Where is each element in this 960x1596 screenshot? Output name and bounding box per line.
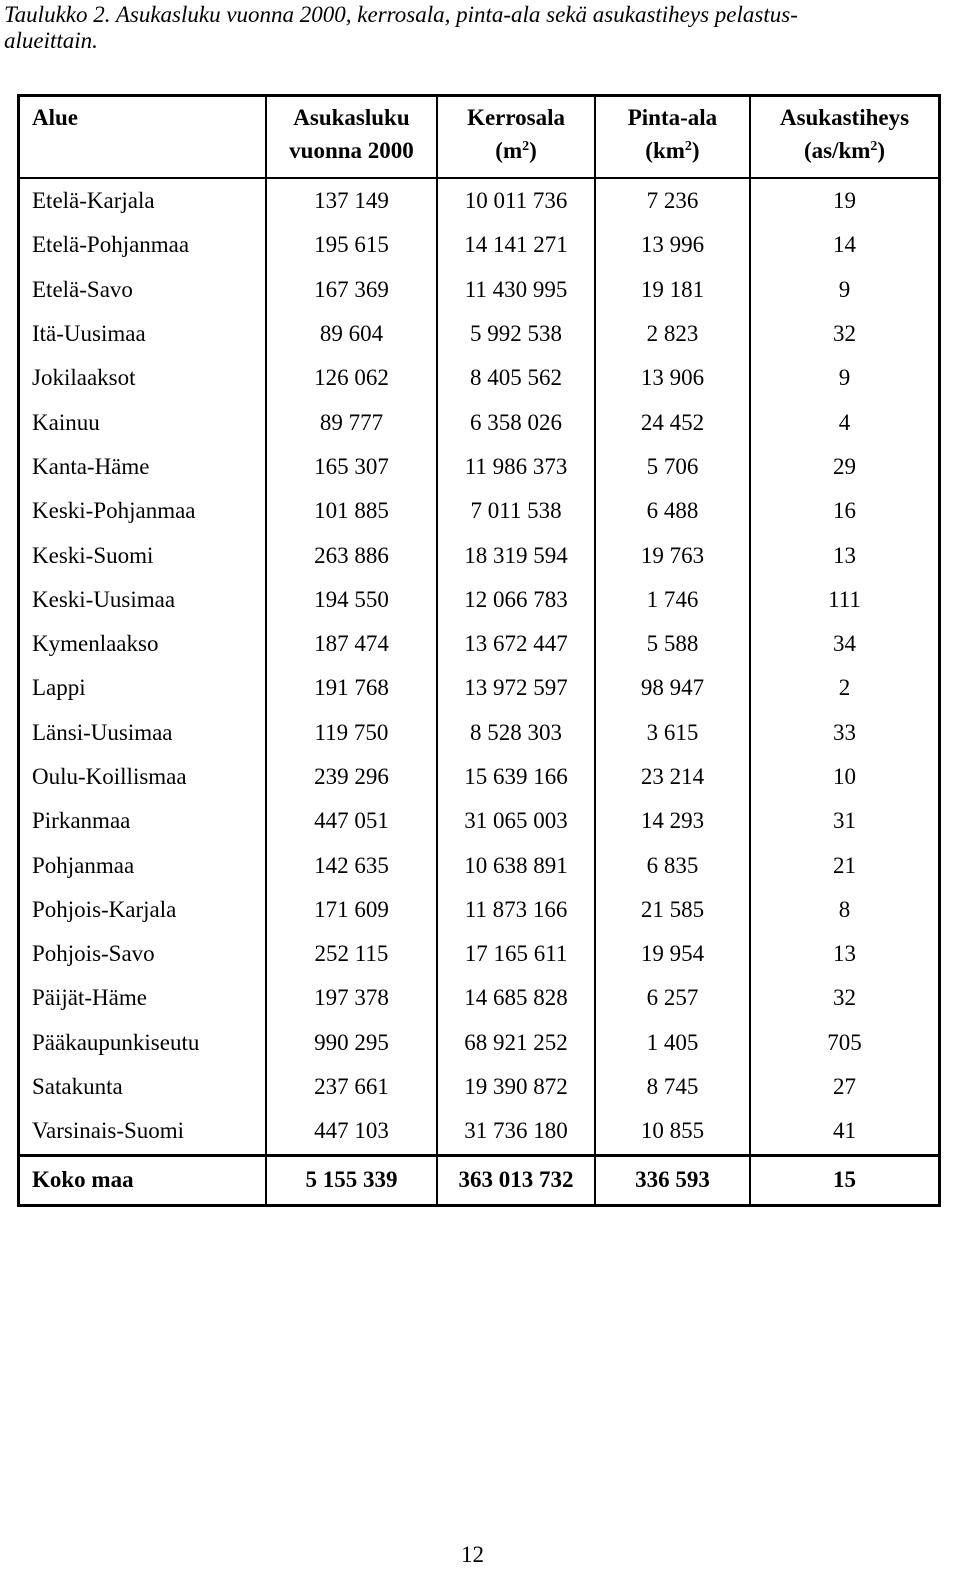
table-row [19,711,940,755]
cell-density: 13 [750,932,939,976]
cell-density: 19 [750,178,939,223]
cell-floor-area: 6 358 026 [437,400,595,444]
header-density [750,96,939,179]
cell-density: 705 [750,1021,939,1065]
header-population-line2: vuonna 2000 [289,138,414,163]
cell-density: 8 [750,888,939,932]
cell-floor-area: 8 528 303 [437,711,595,755]
cell-floor-area: 68 921 252 [437,1021,595,1065]
cell-density: 34 [750,622,939,666]
header-density-unit-pre: (as/km [803,138,871,163]
cell-population: 447 103 [266,1109,438,1155]
cell-floor-area: 5 992 538 [437,312,595,356]
cell-population: 194 550 [266,578,438,622]
header-density-unit-sup: 2 [870,139,878,154]
table-row [19,888,940,932]
cell-land-area: 19 181 [595,268,750,312]
total-population: 5 155 339 [266,1155,438,1205]
cell-land-area: 6 835 [595,843,750,887]
table-row [19,223,940,267]
cell-population: 263 886 [266,533,438,577]
header-floor-area-line1: Kerrosala [467,105,566,130]
header-density-line1: Asukastiheys [779,105,910,130]
table-row [19,1021,940,1065]
header-floor-unit-sup: 2 [522,139,530,154]
cell-density: 111 [750,578,939,622]
table-row [19,1109,940,1155]
cell-population: 990 295 [266,1021,438,1065]
cell-floor-area: 17 165 611 [437,932,595,976]
cell-floor-area: 10 011 736 [437,178,595,223]
cell-land-area: 7 236 [595,178,750,223]
header-land-unit-sup: 2 [684,139,692,154]
cell-density: 2 [750,666,939,710]
cell-density: 10 [750,755,939,799]
cell-population: 126 062 [266,356,438,400]
cell-floor-area: 18 319 594 [437,533,595,577]
table-body [19,178,940,1155]
cell-population: 171 609 [266,888,438,932]
cell-land-area: 8 745 [595,1065,750,1109]
cell-floor-area: 11 986 373 [437,445,595,489]
cell-floor-area: 13 672 447 [437,622,595,666]
table-row [19,799,940,843]
header-area [19,96,266,179]
cell-land-area: 1 405 [595,1021,750,1065]
cell-floor-area: 11 430 995 [437,268,595,312]
header-floor-unit-pre: (m [495,138,523,163]
cell-density: 16 [750,489,939,533]
cell-floor-area: 8 405 562 [437,356,595,400]
cell-floor-area: 10 638 891 [437,843,595,887]
table-row [19,533,940,577]
cell-floor-area: 14 141 271 [437,223,595,267]
total-floor-area: 363 013 732 [437,1155,595,1205]
cell-density: 32 [750,312,939,356]
header-population-line1: Asukasluku [293,105,410,130]
table-footer [19,1155,940,1205]
header-density-line2 [759,134,930,167]
cell-population: 197 378 [266,976,438,1020]
cell-density: 4 [750,400,939,444]
total-land-area: 336 593 [595,1155,750,1205]
cell-area: Oulu-Koillismaa [32,764,187,789]
cell-land-area: 13 906 [595,356,750,400]
total-density: 15 [750,1155,939,1205]
table-row [19,178,940,223]
cell-floor-area: 13 972 597 [437,666,595,710]
cell-floor-area: 31 736 180 [437,1109,595,1155]
cell-area: Itä-Uusimaa [32,321,146,347]
cell-land-area: 24 452 [595,400,750,444]
population-table [17,94,941,1207]
total-row [19,1155,940,1205]
header-floor-unit-post: ) [529,138,537,163]
cell-density: 27 [750,1065,939,1109]
table-row [19,445,940,489]
cell-area: Kymenlaakso [32,631,159,657]
cell-area: Pohjois-Karjala [32,896,177,922]
cell-area: Kanta-Häme [32,453,150,479]
cell-land-area: 5 588 [595,622,750,666]
cell-land-area: 98 947 [595,666,750,710]
table-caption [4,2,954,54]
cell-floor-area: 19 390 872 [437,1065,595,1109]
cell-population: 252 115 [266,932,438,976]
table-row [19,932,940,976]
cell-land-area: 5 706 [595,445,750,489]
cell-area: Keski-Suomi [32,542,154,568]
header-land-unit-pre: (km [645,138,685,163]
cell-area: Keski-Uusimaa [32,586,176,612]
cell-land-area: 19 763 [595,533,750,577]
cell-density: 41 [750,1109,939,1155]
table-row [19,578,940,622]
cell-density: 33 [750,711,939,755]
table-row [19,312,940,356]
table-header [19,96,940,179]
cell-area: Etelä-Karjala [32,188,155,214]
cell-population: 191 768 [266,666,438,710]
cell-floor-area: 7 011 538 [437,489,595,533]
cell-density: 29 [750,445,939,489]
total-area: Koko maa [19,1155,266,1205]
header-floor-area [437,96,595,179]
cell-land-area: 10 855 [595,1109,750,1155]
cell-population: 167 369 [266,268,438,312]
cell-area: Päijät-Häme [32,985,147,1011]
cell-area: Pirkanmaa [32,808,131,834]
cell-population: 101 885 [266,489,438,533]
cell-population: 187 474 [266,622,438,666]
header-area-label: Alue [32,105,78,130]
cell-area: Etelä-Savo [32,276,133,302]
page-number: 12 [461,1542,484,1567]
cell-area: Pohjois-Savo [32,941,155,967]
cell-floor-area: 14 685 828 [437,976,595,1020]
header-density-unit-post: ) [877,138,886,163]
table-row [19,268,940,312]
header-population [266,96,438,179]
table-row [19,843,940,887]
table-row [19,489,940,533]
cell-floor-area: 15 639 166 [437,755,595,799]
cell-area: Pääkaupunkiseutu [32,1029,200,1055]
cell-density: 13 [750,533,939,577]
cell-population: 195 615 [266,223,438,267]
caption-line-1: Taulukko 2. Asukasluku vuonna 2000, kerrosala, pinta-ala sekä asukastiheys pelastus- [4,2,798,27]
cell-density: 14 [750,223,939,267]
cell-density: 9 [750,356,939,400]
table-row [19,622,940,666]
header-row [19,96,940,179]
cell-population: 239 296 [266,755,438,799]
cell-land-area: 6 488 [595,489,750,533]
table-row [19,755,940,799]
caption-line-2: alueittain. [4,28,98,53]
cell-land-area: 1 746 [595,578,750,622]
table-row [19,666,940,710]
cell-density: 9 [750,268,939,312]
cell-floor-area: 31 065 003 [437,799,595,843]
cell-area: Lappi [32,675,86,701]
cell-population: 237 661 [266,1065,438,1109]
header-land-unit-post: ) [691,138,700,163]
cell-population: 142 635 [266,843,438,887]
header-floor-area-line2 [446,134,586,167]
cell-land-area: 14 293 [595,799,750,843]
cell-land-area: 6 257 [595,976,750,1020]
cell-population: 119 750 [266,711,438,755]
cell-area: Keski-Pohjanmaa [32,498,196,524]
table-row [19,356,940,400]
cell-area: Länsi-Uusimaa [32,719,173,745]
cell-land-area: 2 823 [595,312,750,356]
cell-population: 89 604 [266,312,438,356]
header-land-area [595,96,750,179]
cell-floor-area: 12 066 783 [437,578,595,622]
cell-area: Etelä-Pohjanmaa [32,232,190,258]
table-row [19,400,940,444]
cell-area: Jokilaaksot [32,365,136,391]
cell-population: 137 149 [266,178,438,223]
cell-density: 21 [750,843,939,887]
cell-land-area: 19 954 [595,932,750,976]
cell-floor-area: 11 873 166 [437,888,595,932]
cell-density: 31 [750,799,939,843]
cell-area: Pohjanmaa [32,852,135,878]
cell-area: Kainuu [32,409,100,435]
table-row [19,976,940,1020]
cell-population: 447 051 [266,799,438,843]
cell-land-area: 21 585 [595,888,750,932]
header-land-area-line2 [604,134,741,167]
cell-land-area: 23 214 [595,755,750,799]
cell-population: 165 307 [266,445,438,489]
cell-area: Satakunta [32,1074,123,1100]
header-land-area-line1: Pinta-ala [627,105,718,130]
table-row [19,1065,940,1109]
cell-land-area: 3 615 [595,711,750,755]
cell-land-area: 13 996 [595,223,750,267]
cell-density: 32 [750,976,939,1020]
cell-area: Varsinais-Suomi [32,1118,185,1144]
cell-population: 89 777 [266,400,438,444]
